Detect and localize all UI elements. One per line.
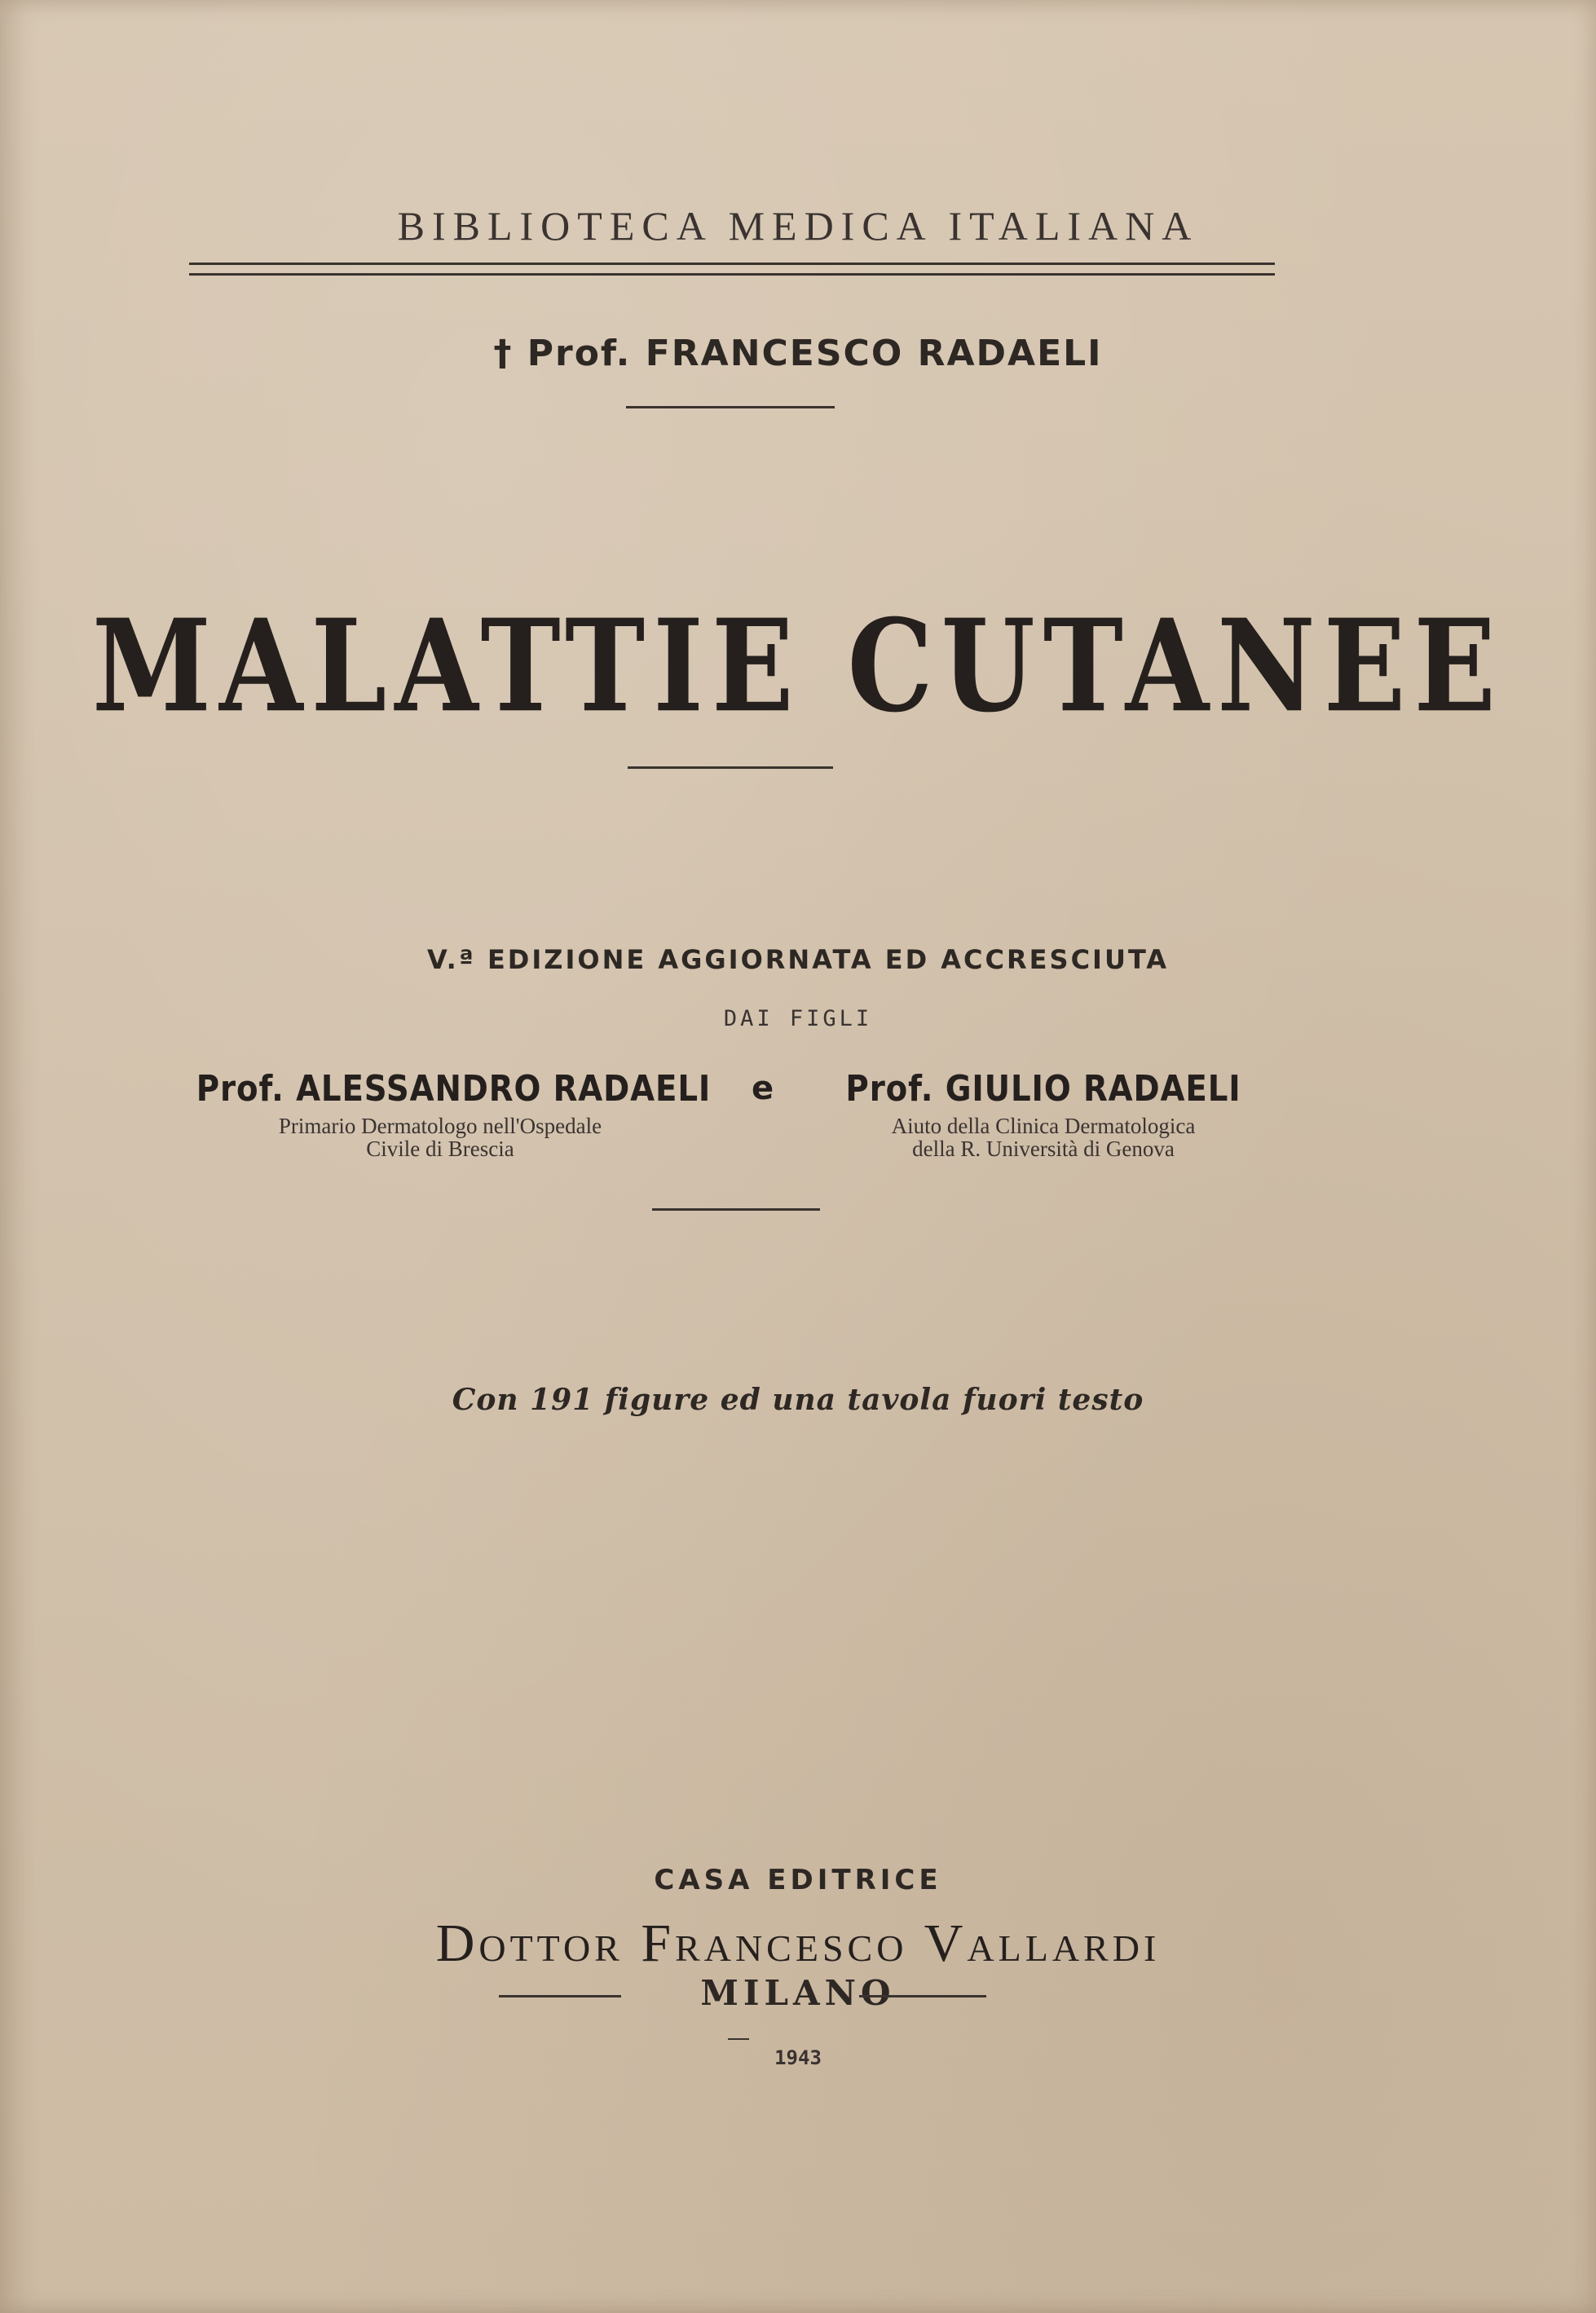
byline: DAI FIGLI xyxy=(723,1006,873,1031)
publication-year: 1943 xyxy=(774,2046,822,2069)
series-title: BIBLIOTECA MEDICA ITALIANA xyxy=(397,203,1199,249)
author-name: † Prof. FRANCESCO RADAELI xyxy=(493,333,1103,374)
series-double-rule xyxy=(189,263,1275,276)
city-rule-right xyxy=(859,1995,986,1997)
coauthors-divider xyxy=(652,1208,820,1211)
author-divider xyxy=(626,406,835,408)
book-title: MALATTIE CUTANEE xyxy=(91,592,1505,741)
coauthor-right-affiliation-line1: Aiuto della Clinica Dermatologica xyxy=(891,1114,1196,1138)
publisher-label: CASA EDITRICE xyxy=(654,1864,942,1896)
coauthor-right-name: Prof. GIULIO RADAELI xyxy=(845,1068,1241,1110)
publisher-name: Dottor Francesco Vallardi xyxy=(435,1914,1161,1973)
coauthor-left-affiliation-line1: Primario Dermatologo nell'Ospedale xyxy=(278,1114,602,1138)
coauthor-left-affiliation-line2: Civile di Brescia xyxy=(366,1137,514,1161)
conjunction: e xyxy=(752,1070,774,1107)
coauthor-left-name: Prof. ALESSANDRO RADAELI xyxy=(196,1068,712,1110)
coauthor-right xyxy=(815,1068,1272,1160)
coauthor-right-affiliation-line2: della R. Università di Genova xyxy=(912,1137,1175,1161)
coauthor-left xyxy=(163,1068,717,1160)
edition-note: V.ª EDIZIONE AGGIORNATA ED ACCRESCIUTA xyxy=(426,944,1170,975)
year-tick xyxy=(728,2038,749,2040)
figures-note: Con 191 figure ed una tavola fuori testo xyxy=(452,1383,1144,1417)
publisher-city: MILANO xyxy=(700,1973,896,2013)
title-divider xyxy=(628,766,833,769)
